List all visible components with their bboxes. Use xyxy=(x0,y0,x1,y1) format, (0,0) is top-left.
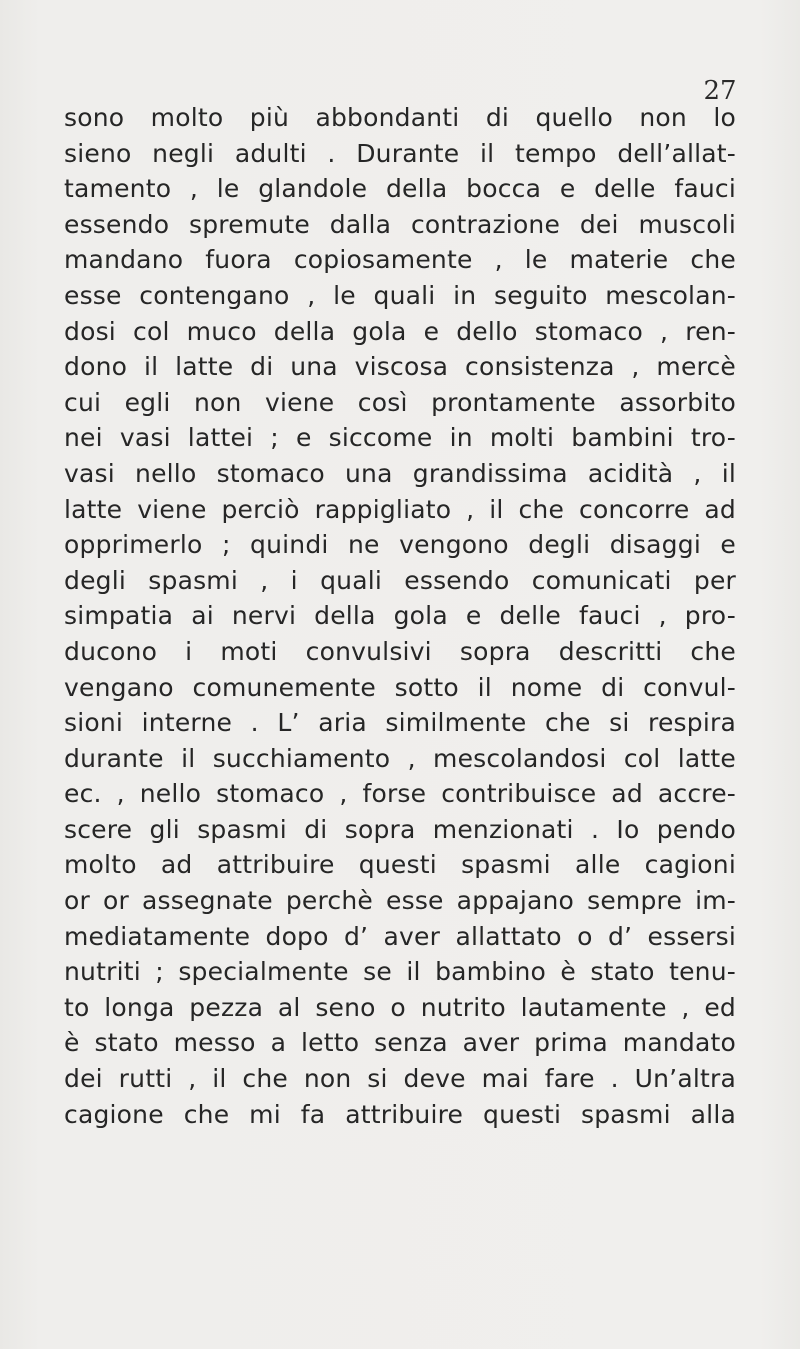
text-line: degli spasmi , i quali essendo comunicati per xyxy=(64,565,736,595)
text-line: nutriti ; specialmente se il bambino è stato tenu- xyxy=(64,957,736,987)
text-line: dosi col muco della gola e dello stomaco , ren- xyxy=(64,316,736,346)
text-line: or or assegnate perchè esse appajano sempre im- xyxy=(64,886,736,916)
body-text xyxy=(64,100,736,1132)
text-line: latte viene perciò rappigliato , il che concorre ad xyxy=(64,494,736,524)
text-line: scere gli spasmi di sopra menzionati . Io pendo xyxy=(64,814,736,844)
text-line: cagione che mi fa attribuire questi spasmi alla xyxy=(64,1099,736,1129)
text-line: durante il succhiamento , mescolandosi col latte xyxy=(64,743,736,773)
text-line: mandano fuora copiosamente , le materie che xyxy=(64,245,736,275)
text-line: ducono i moti convulsivi sopra descritti che xyxy=(64,636,736,666)
text-line: esse contengano , le quali in seguito mescolan- xyxy=(64,280,736,310)
text-line: opprimerlo ; quindi ne vengono degli disaggi e xyxy=(64,530,736,560)
text-line: nei vasi lattei ; e siccome in molti bambini tro- xyxy=(64,423,736,453)
page-number: 27 xyxy=(703,76,737,106)
text-line: ec. , nello stomaco , forse contribuisce ad accre- xyxy=(64,779,736,809)
text-line: sieno negli adulti . Durante il tempo dell’allat- xyxy=(64,138,736,168)
text-line: sono molto più abbondanti di quello non lo xyxy=(64,103,736,132)
text-line: dei rutti , il che non si deve mai fare . Un’altra xyxy=(64,1064,736,1094)
text-line: sioni interne . L’ aria similmente che si respira xyxy=(64,708,736,738)
text-line: essendo spremute dalla contrazione dei muscoli xyxy=(64,209,736,239)
text-line: vasi nello stomaco una grandissima acidità , il xyxy=(64,458,736,488)
text-line: vengano comunemente sotto il nome di convul- xyxy=(64,672,736,702)
text-line: simpatia ai nervi della gola e delle fauci , pro- xyxy=(64,601,736,631)
text-line: è stato messo a letto senza aver prima mandato xyxy=(64,1028,736,1058)
text-line: dono il latte di una viscosa consistenza , mercè xyxy=(64,352,736,382)
text-line: tamento , le glandole della bocca e delle fauci xyxy=(64,174,736,204)
text-line: mediatamente dopo d’ aver allattato o d’ essersi xyxy=(64,921,736,951)
text-line: cui egli non viene così prontamente assorbito xyxy=(64,387,736,417)
text-line: to longa pezza al seno o nutrito lautamente , ed xyxy=(64,992,736,1022)
text-line: molto ad attribuire questi spasmi alle cagioni xyxy=(64,850,736,880)
